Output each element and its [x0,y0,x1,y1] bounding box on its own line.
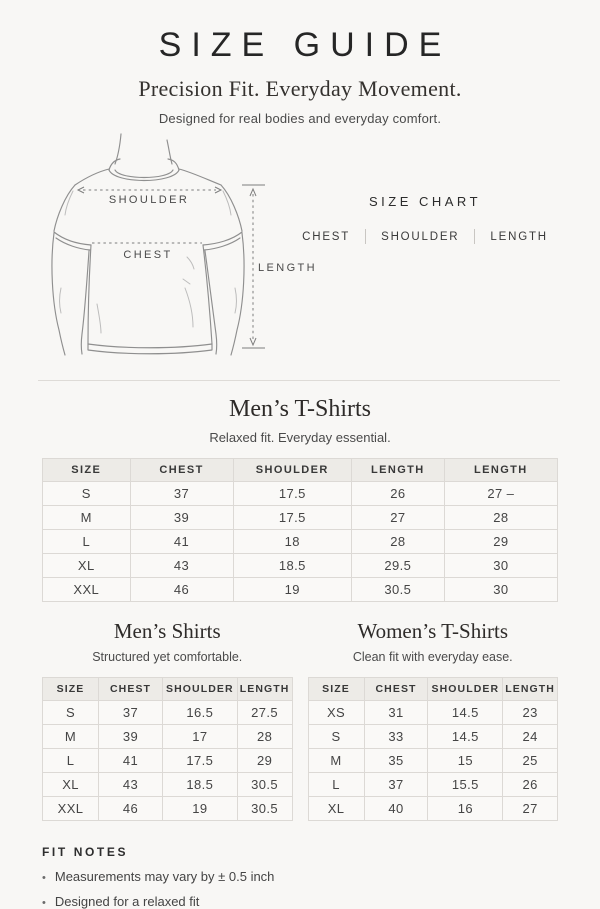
table-cell: 18.5 [233,554,351,578]
size-chart-title: SIZE CHART [368,194,482,209]
mens-tshirts-subtitle: Relaxed fit. Everyday essential. [209,430,391,445]
table-cell: 29.5 [351,554,444,578]
womens-tshirts-subtitle: Clean fit with everyday ease. [352,650,513,664]
measure-length: LENGTH [490,230,548,243]
length-measure-label: LENGTH [258,262,318,274]
table-cell: 14.5 [428,725,503,749]
header-row [43,459,558,482]
column-header: SIZE [43,459,131,482]
bullet-icon: • [42,897,46,909]
table-cell: 18 [233,530,351,554]
mens-shirts-section-head [42,619,293,664]
table-cell: 28 [351,530,444,554]
page-tagline: Designed for real bodies and everyday comfort. [158,111,442,126]
column-header: LENGTH [444,459,557,482]
table-cell: 30.5 [351,578,444,602]
table-cell: XXL [43,578,131,602]
table-cell: XS [308,701,364,725]
table-cell: 41 [130,530,233,554]
table-cell: 27 [503,797,558,821]
table-cell: 27 [351,506,444,530]
section-divider [38,380,560,381]
mens-tshirts-title: Men’s T-Shirts [228,396,372,422]
table-cell: 24 [503,725,558,749]
table-row [43,506,558,530]
shoulder-measure-label: SHOULDER [108,194,190,206]
table-cell: 17 [162,725,237,749]
table-row [43,482,558,506]
table-cell: 23 [503,701,558,725]
table-row [43,797,293,821]
table-row [308,725,558,749]
table-cell: 33 [364,725,428,749]
fit-notes-section [42,845,558,909]
header-row [308,678,558,701]
table-cell: 30.5 [237,773,292,797]
table-row [43,725,293,749]
column-header: LENGTH [237,678,292,701]
table-cell: 31 [364,701,428,725]
column-header: LENGTH [503,678,558,701]
table-cell: 39 [130,506,233,530]
table-cell: 25 [503,749,558,773]
page-header [0,0,600,126]
header-row [43,678,293,701]
table-row [43,530,558,554]
table-cell: 16.5 [162,701,237,725]
table-cell: 41 [99,749,163,773]
table-cell: XXL [43,797,99,821]
table-row [43,749,293,773]
column-header: CHEST [130,459,233,482]
table-cell: 37 [99,701,163,725]
mens-shirts-table [42,677,293,821]
table-cell: 43 [130,554,233,578]
table-cell: 37 [364,773,428,797]
table-cell: 15.5 [428,773,503,797]
table-cell: 17.5 [233,482,351,506]
table-row [308,701,558,725]
measure-chest: CHEST [302,230,351,243]
page-subtitle: Precision Fit. Everyday Movement. [138,76,462,101]
fit-note-item [42,869,558,884]
table-cell: 19 [162,797,237,821]
column-header: SHOULDER [233,459,351,482]
table-cell: L [308,773,364,797]
table-cell: 46 [130,578,233,602]
table-row [43,578,558,602]
womens-tshirts-section [308,619,559,821]
measurement-diagram-row [0,128,600,380]
table-row [43,554,558,578]
table-cell: 30 [444,578,557,602]
table-cell: 29 [444,530,557,554]
table-cell: XL [43,773,99,797]
table-cell: M [308,749,364,773]
table-cell: 29 [237,749,292,773]
table-cell: 18.5 [162,773,237,797]
table-row [308,749,558,773]
size-chart-measures [285,229,565,244]
table-cell: 19 [233,578,351,602]
dual-table-row [42,619,558,821]
fit-note-item [42,894,558,909]
page-title: SIZE GUIDE [158,26,452,64]
column-header: SHOULDER [428,678,503,701]
table-cell: S [43,701,99,725]
measure-shoulder: SHOULDER [381,230,460,243]
column-header: SIZE [308,678,364,701]
table-cell: 14.5 [428,701,503,725]
table-cell: 17.5 [233,506,351,530]
fit-note-text: Designed for a relaxed fit [54,894,200,909]
table-cell: 35 [364,749,428,773]
table-cell: L [43,749,99,773]
column-header: SIZE [43,678,99,701]
mens-tshirts-section-head [0,396,600,445]
mens-tshirts-table [42,458,558,602]
table-cell: 26 [351,482,444,506]
table-cell: 46 [99,797,163,821]
table-cell: 17.5 [162,749,237,773]
size-chart-legend [285,194,565,244]
table-cell: 40 [364,797,428,821]
table-cell: XL [308,797,364,821]
table-cell: 39 [99,725,163,749]
table-cell: 30 [444,554,557,578]
table-cell: M [43,506,131,530]
table-cell: S [308,725,364,749]
table-cell: S [43,482,131,506]
mens-shirts-title: Men’s Shirts [113,619,221,643]
table-cell: 16 [428,797,503,821]
table-cell: 28 [444,506,557,530]
table-row [308,773,558,797]
table-cell: 27 – [444,482,557,506]
mens-shirts-subtitle: Structured yet comfortable. [92,650,243,664]
table-cell: XL [43,554,131,578]
table-row [43,701,293,725]
womens-tshirts-section-head [308,619,559,664]
table-cell: 43 [99,773,163,797]
table-cell: 27.5 [237,701,292,725]
column-header: SHOULDER [162,678,237,701]
bullet-icon: • [42,872,46,884]
table-cell: 26 [503,773,558,797]
womens-tshirts-table [308,677,559,821]
table-row [308,797,558,821]
table-cell: 28 [237,725,292,749]
table-cell: 37 [130,482,233,506]
column-header: CHEST [364,678,428,701]
table-cell: 15 [428,749,503,773]
fit-notes-title: FIT NOTES [42,845,129,859]
table-cell: M [43,725,99,749]
table-row [43,773,293,797]
column-header: CHEST [99,678,163,701]
mens-shirts-section [42,619,293,821]
table-cell: L [43,530,131,554]
womens-tshirts-title: Women’s T-Shirts [357,619,509,643]
table-cell: 30.5 [237,797,292,821]
fit-note-text: Measurements may vary by ± 0.5 inch [54,869,275,884]
column-header: LENGTH [351,459,444,482]
chest-measure-label: CHEST [123,249,173,261]
